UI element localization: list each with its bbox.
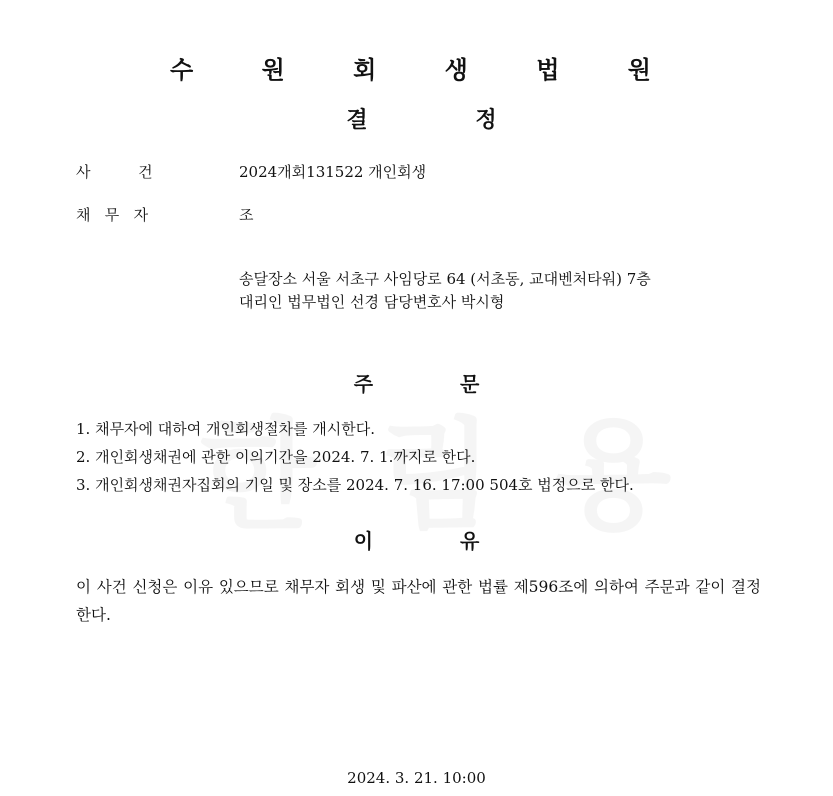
order-item: 3. 개인회생채권자집회의 기일 및 장소를 2024. 7. 16. 17:00 504호 법정으로 한다. xyxy=(76,476,634,494)
case-label: 사 건 xyxy=(76,163,153,181)
service-address: 송달장소 서울 서초구 사임당로 64 (서초동, 교대벤처타워) 7층 xyxy=(239,270,651,288)
decision-date: 2024. 3. 21. 10:00 xyxy=(347,769,486,787)
service-block xyxy=(239,268,651,314)
reason-heading: 이 유 xyxy=(353,529,480,553)
reason-text: 이 사건 신청은 이유 있으므로 채무자 회생 및 파산에 관한 법률 제596조에 의하여 주문과 같이 결정한다. xyxy=(76,578,761,624)
order-list xyxy=(76,418,634,502)
order-item: 1. 채무자에 대하여 개인회생절차를 개시한다. xyxy=(76,420,375,438)
debtor-value: 조 xyxy=(239,206,254,224)
order-heading: 주 문 xyxy=(353,372,480,396)
debtor-label: 채 무 자 xyxy=(76,206,149,224)
court-name: 수 원 회 생 법 원 xyxy=(170,56,681,84)
attorney-info: 대리인 법무법인 선경 담당변호사 박시형 xyxy=(239,293,505,311)
case-value: 2024개회131522 개인회생 xyxy=(239,163,427,181)
document-type-title: 결 정 xyxy=(346,108,497,133)
order-item: 2. 개인회생채권에 관한 이의기간을 2024. 7. 1.까지로 한다. xyxy=(76,448,476,466)
